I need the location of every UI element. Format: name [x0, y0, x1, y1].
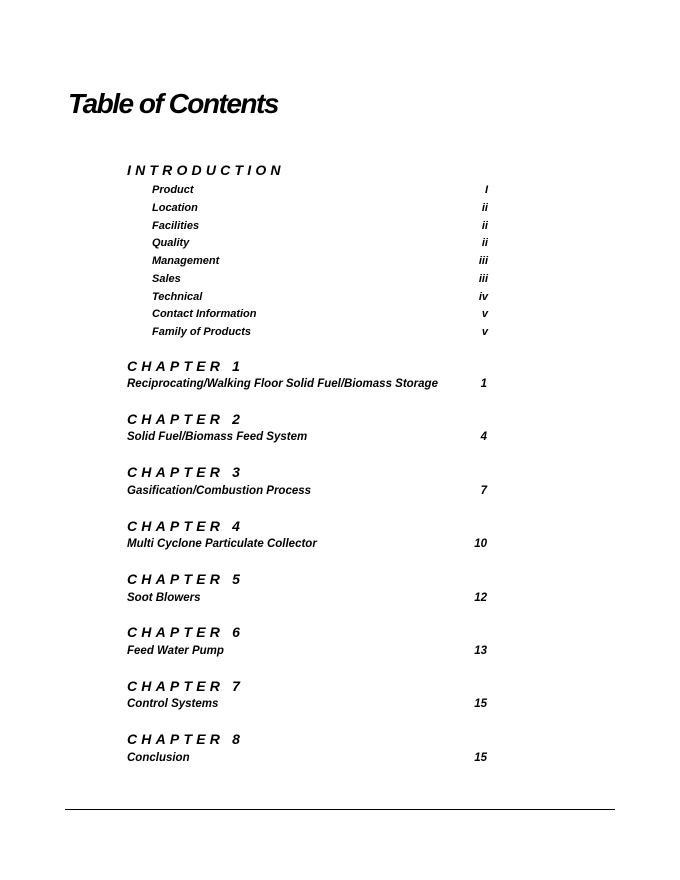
toc-entry-chapter-5[interactable] [127, 592, 487, 608]
toc-entry-label: Soot Blowers [127, 592, 201, 604]
toc-entry-label: Feed Water Pump [127, 645, 224, 657]
toc-entry-page: 13 [474, 645, 487, 657]
chapter-4-heading: CHAPTER 4 [127, 518, 245, 534]
toc-entry-label: Conclusion [127, 752, 190, 764]
toc-entry-label: Sales [152, 273, 181, 285]
toc-entry-page: iii [478, 255, 488, 267]
toc-entry-page: iii [478, 273, 488, 285]
chapter-2-heading: CHAPTER 2 [127, 411, 245, 427]
toc-entry-sales[interactable] [152, 273, 488, 287]
footer-divider [65, 809, 615, 810]
toc-entry-page: v [481, 326, 488, 338]
toc-entry-facilities[interactable] [152, 220, 488, 234]
toc-entry-page: ii [481, 220, 488, 232]
page-title: Table of Contents [68, 88, 278, 119]
toc-entry-label: Gasification/Combustion Process [127, 485, 312, 497]
toc-entry-label: Facilities [152, 220, 200, 232]
toc-entry-label: Location [152, 202, 198, 214]
toc-entry-page: ii [481, 237, 488, 249]
chapter-1-heading: CHAPTER 1 [127, 358, 245, 374]
toc-entry-label: Control Systems [127, 698, 219, 710]
toc-entry-page: ii [481, 202, 488, 214]
toc-entry-page: 7 [480, 485, 487, 497]
introduction-heading: INTRODUCTION [127, 162, 285, 178]
toc-entry-page: 1 [480, 378, 487, 390]
toc-entry-chapter-6[interactable] [127, 645, 487, 661]
toc-entry-chapter-4[interactable] [127, 538, 487, 554]
toc-entry-page: I [484, 184, 488, 196]
toc-entry-family-of-products[interactable] [152, 326, 488, 340]
toc-entry-page: 12 [474, 592, 487, 604]
chapter-6-heading: CHAPTER 6 [127, 624, 245, 640]
toc-entry-label: Product [152, 184, 194, 196]
toc-entry-chapter-1[interactable] [127, 378, 487, 394]
toc-entry-label: Contact Information [152, 308, 257, 320]
toc-entry-management[interactable] [152, 255, 488, 269]
chapter-8-heading: CHAPTER 8 [127, 731, 245, 747]
toc-entry-label: Multi Cyclone Particulate Collector [127, 538, 317, 550]
toc-entry-chapter-3[interactable] [127, 485, 487, 501]
toc-entry-label: Management [152, 255, 220, 267]
toc-entry-technical[interactable] [152, 291, 488, 305]
toc-entry-page: 10 [474, 538, 487, 550]
toc-entry-page: iv [478, 291, 488, 303]
toc-entry-quality[interactable] [152, 237, 488, 251]
toc-entry-label: Family of Products [152, 326, 252, 338]
toc-entry-chapter-8[interactable] [127, 752, 487, 768]
toc-entry-label: Reciprocating/Walking Floor Solid Fuel/Biomass Storage [127, 378, 438, 390]
toc-entry-contact-information[interactable] [152, 308, 488, 322]
chapter-3-heading: CHAPTER 3 [127, 464, 245, 480]
toc-entry-chapter-7[interactable] [127, 698, 487, 714]
toc-entry-page: 15 [474, 698, 487, 710]
toc-entry-label: Technical [152, 291, 203, 303]
chapter-7-heading: CHAPTER 7 [127, 678, 245, 694]
toc-entry-chapter-2[interactable] [127, 431, 487, 447]
toc-entry-page: 4 [480, 431, 487, 443]
toc-entry-label: Solid Fuel/Biomass Feed System [127, 431, 308, 443]
toc-entry-location[interactable] [152, 202, 488, 216]
toc-entry-product[interactable] [152, 184, 488, 198]
chapter-5-heading: CHAPTER 5 [127, 571, 245, 587]
toc-entry-label: Quality [152, 237, 190, 249]
toc-entry-page: 15 [474, 752, 487, 764]
toc-entry-page: v [481, 308, 488, 320]
